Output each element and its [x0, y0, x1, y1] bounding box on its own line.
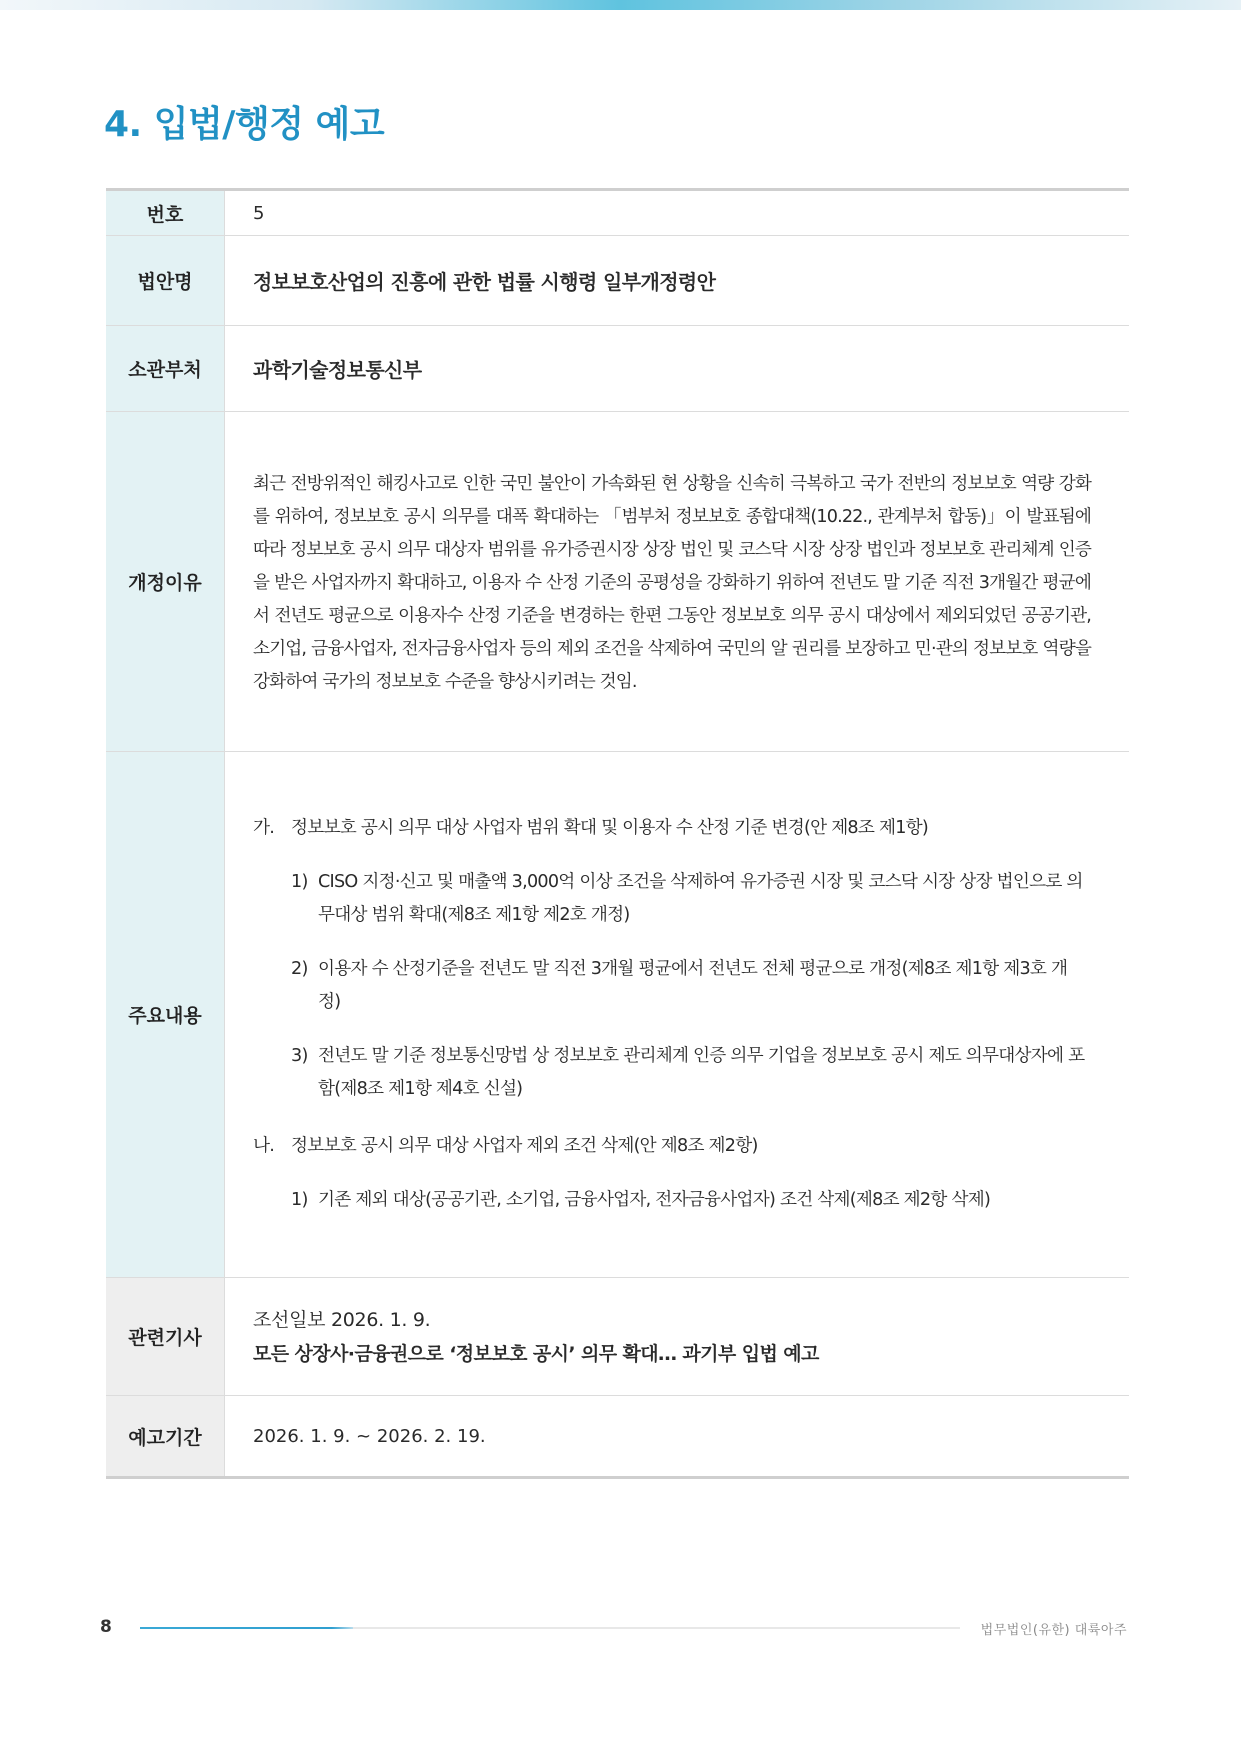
list-subitem-text: 기존 제외 대상(공공기관, 소기업, 금융사업자, 전자금융사업자) 조건 삭제(제8조 제2항 삭제) [318, 1190, 991, 1210]
content-list [253, 812, 1109, 1217]
bill-name-value: 정보보호산업의 진흥에 관한 법률 시행령 일부개정령안 [225, 236, 1130, 326]
list-subitem-text: 이용자 수 산정기준을 전년도 말 직전 3개월 평균에서 전년도 전체 평균으로 개정(제8조 제1항 제3호 개정) [318, 959, 1068, 1012]
row-bill-name [106, 236, 1129, 326]
page-number: 8 [100, 1617, 112, 1637]
row-number [106, 190, 1129, 236]
row-ministry [106, 326, 1129, 412]
content-label: 주요내용 [106, 752, 225, 1278]
list-subitem [253, 953, 1109, 1019]
list-item-text: 정보보호 공시 의무 대상 사업자 제외 조건 삭제(안 제8조 제2항) [291, 1136, 758, 1156]
list-item [253, 1130, 1109, 1163]
list-marker: 나. [253, 1136, 275, 1156]
list-subitem [253, 1040, 1109, 1106]
reason-label: 개정이유 [106, 412, 225, 752]
list-marker: 2) [291, 959, 308, 979]
list-subitem-text: 전년도 말 기준 정보통신망법 상 정보보호 관리체계 인증 의무 기업을 정보보호 공시 제도 의무대상자에 포함(제8조 제1항 제4호 신설) [318, 1046, 1085, 1099]
reason-cell [225, 412, 1130, 752]
row-reason [106, 412, 1129, 752]
period-label: 예고기간 [106, 1396, 225, 1478]
section-title: 4. 입법/행정 예고 [104, 104, 385, 145]
bill-name-label: 법안명 [106, 236, 225, 326]
row-notice-period [106, 1396, 1129, 1478]
list-item-text: 정보보호 공시 의무 대상 사업자 범위 확대 및 이용자 수 산정 기준 변경(안 제8조 제1항) [291, 818, 929, 838]
top-decorative-band [0, 0, 1241, 10]
list-subitem [253, 1184, 1109, 1217]
ministry-label: 소관부처 [106, 326, 225, 412]
legislative-notice-table [106, 188, 1129, 1479]
article-headline-link[interactable]: 모든 상장사·금융권으로 ‘정보보호 공시’ 의무 확대… 과기부 입법 예고 [253, 1342, 819, 1365]
content-cell [225, 752, 1130, 1278]
firm-name: 법무법인(유한) 대륙아주 [980, 1623, 1127, 1638]
row-main-content [106, 752, 1129, 1278]
list-marker: 1) [291, 872, 308, 892]
article-cell [225, 1278, 1130, 1396]
article-source: 조선일보 2026. 1. 9. [253, 1308, 431, 1331]
article-label: 관련기사 [106, 1278, 225, 1396]
number-label: 번호 [106, 190, 225, 236]
list-subitem-text: CISO 지정·신고 및 매출액 3,000억 이상 조건을 삭제하여 유가증권 시장 및 코스닥 시장 상장 법인으로 의무대상 범위 확대(제8조 제1항 제2호 개정) [318, 872, 1083, 925]
footer-progress-fill [140, 1627, 353, 1629]
row-related-article [106, 1278, 1129, 1396]
reason-text: 최근 전방위적인 해킹사고로 인한 국민 불안이 가속화된 현 상황을 신속히 극복하고 국가 전반의 정보보호 역량 강화를 위하여, 정보보호 공시 의무를 대폭 확대하는 「범부처 정보보호 종합대책(10.22., 관계부처 합동)」이 발표됨에 따라 정보보호 공시 의무 대상자 범위를 유가증권시장 상장 법인 및 코스닥 시장 상장 법인과 정보보호 관리체계 인증을 받은 사업자까지 확대하고, 이용자 수 산정 기준의 공평성을 강화하기 위하여 전년도 말 기준 직전 3개월간 평균에서 전년도 평균으로 이용자수 산정 기준을 변경하는 한편 그동안 정보보호 의무 공시 대상에서 제외되었던 공공기관, 소기업, 금융사업자, 전자금융사업자 등의 제외 조건을 삭제하여 국민의 알 권리를 보장하고 민·관의 정보보호 역량을 강화하여 국가의 정보보호 수준을 향상시키려는 것임. [253, 474, 1091, 692]
list-item [253, 812, 1109, 845]
list-marker: 가. [253, 818, 275, 838]
footer-progress-line [140, 1627, 960, 1629]
list-subitem [253, 866, 1109, 932]
list-marker: 1) [291, 1190, 308, 1210]
number-value: 5 [225, 190, 1130, 236]
period-value: 2026. 1. 9. ~ 2026. 2. 19. [253, 1425, 486, 1447]
list-marker: 3) [291, 1046, 308, 1066]
ministry-value: 과학기술정보통신부 [225, 326, 1130, 412]
